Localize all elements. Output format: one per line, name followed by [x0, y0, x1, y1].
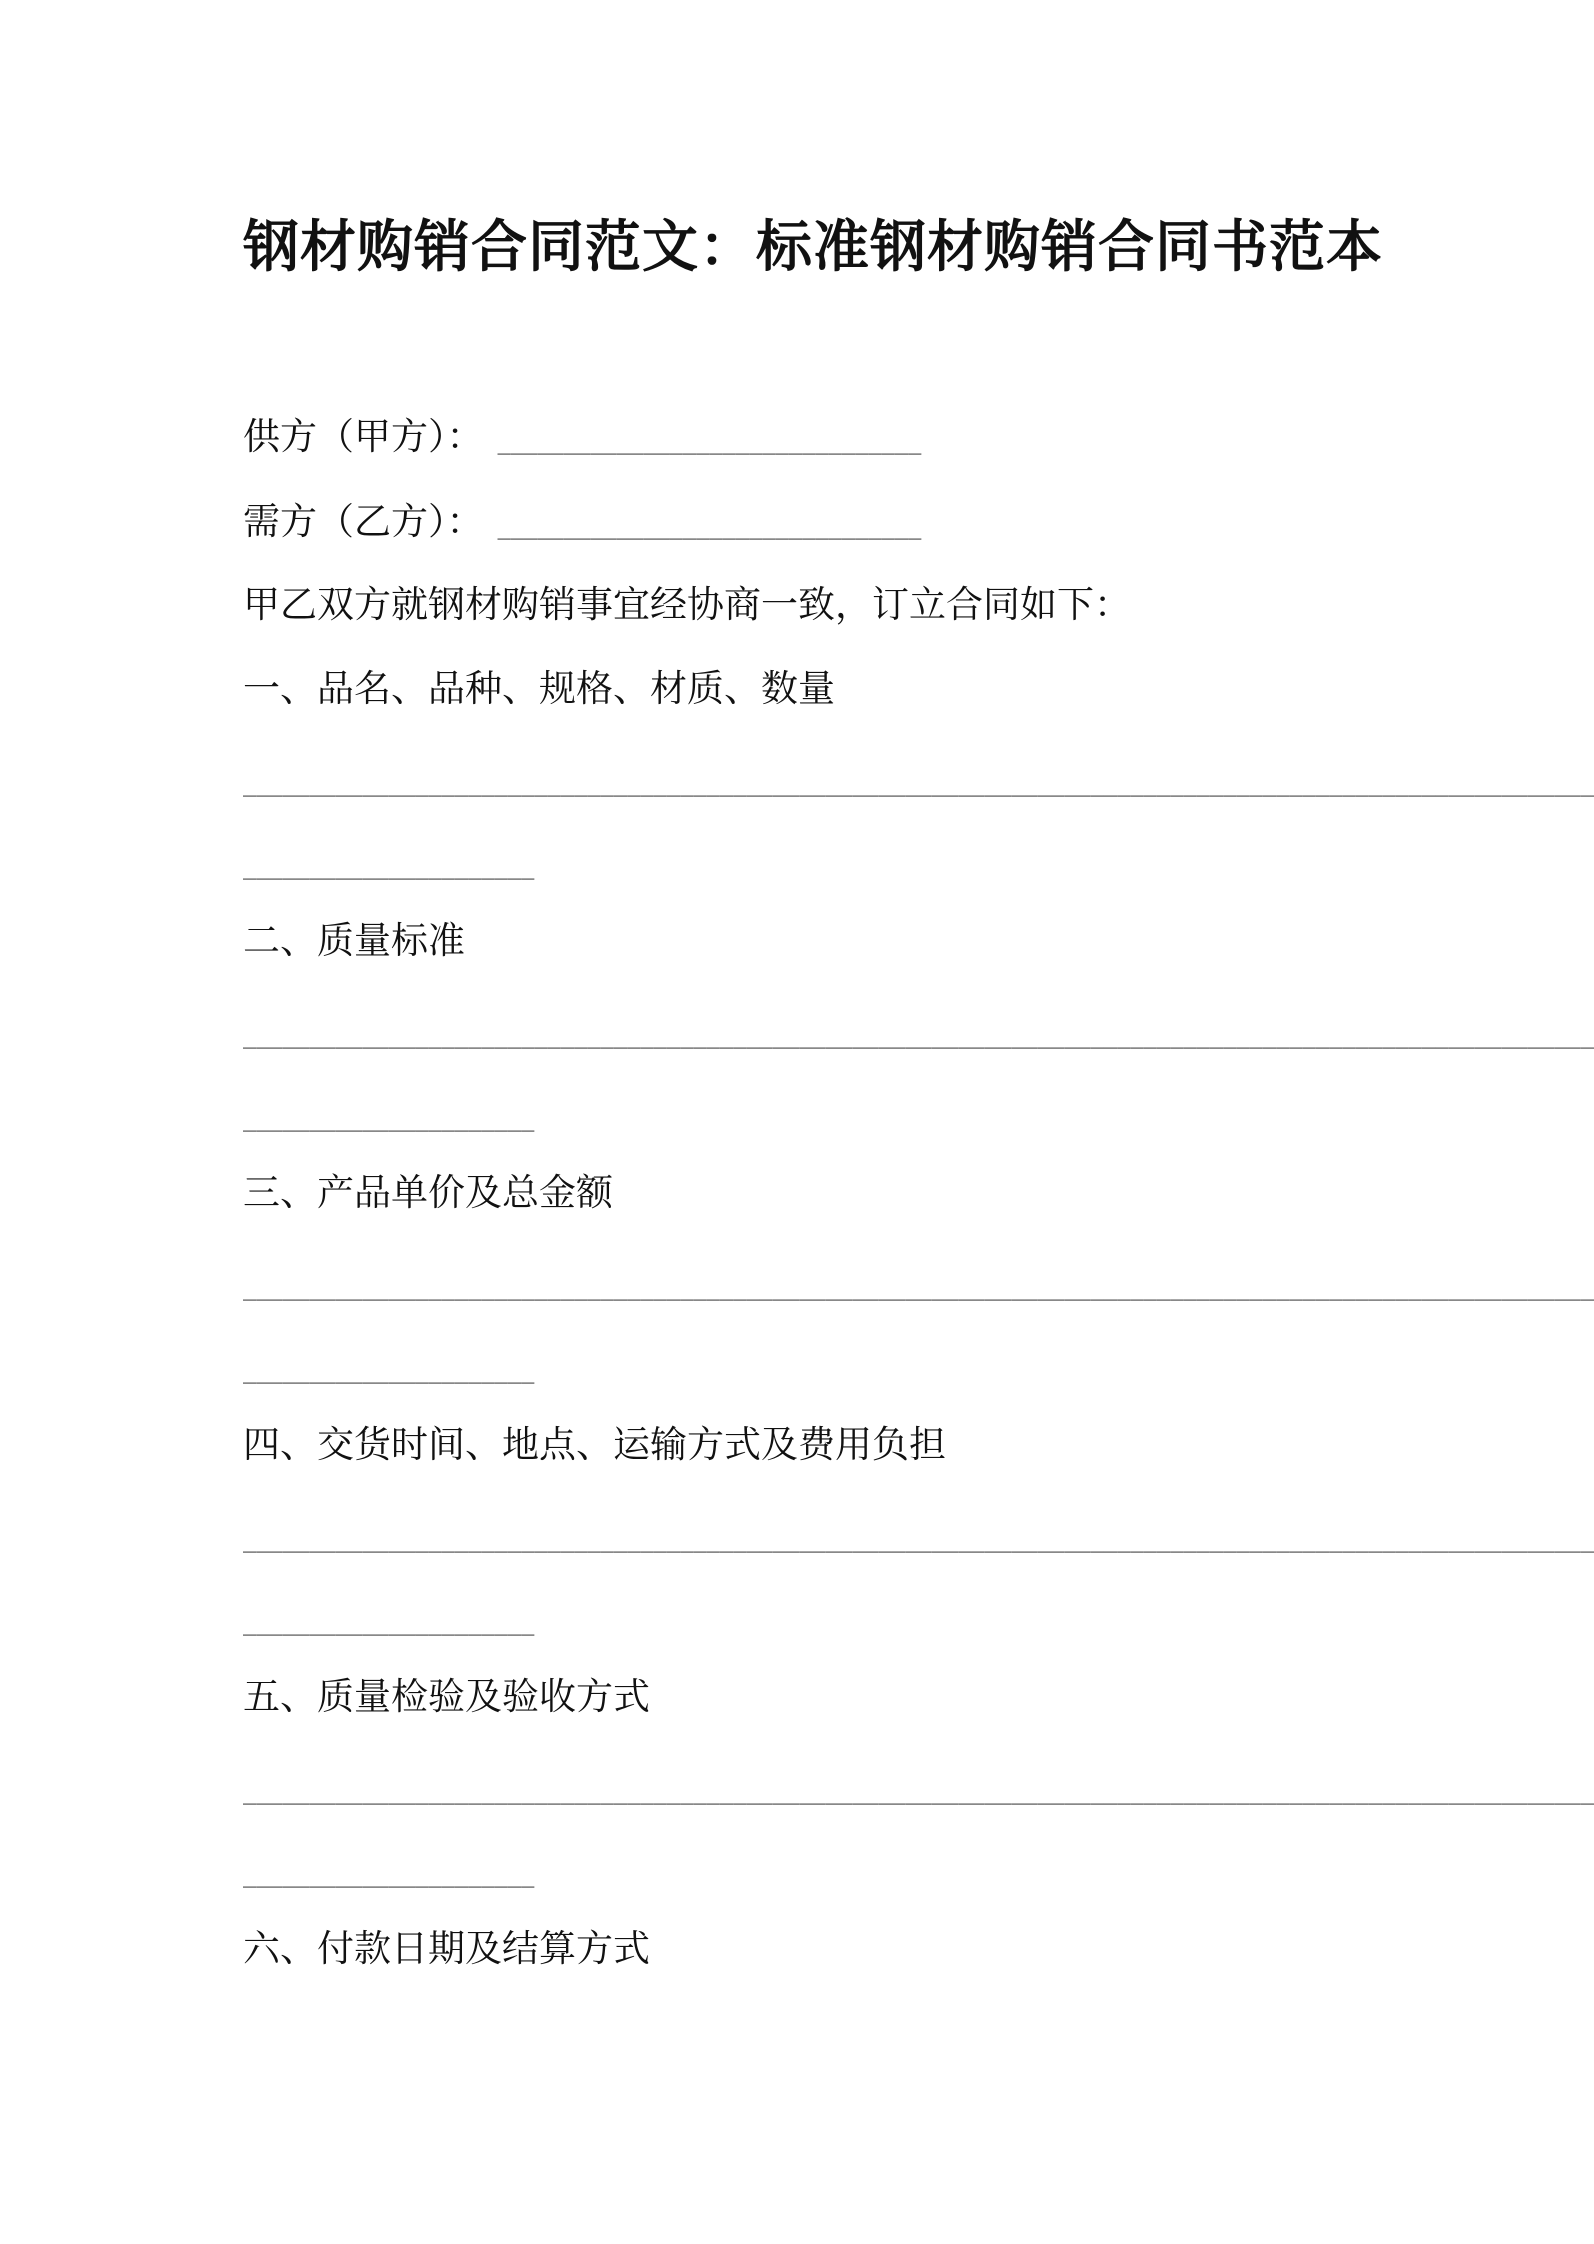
section-2-blank-line-2: ______________________ — [243, 1107, 535, 1132]
buyer-name-blank: ________________________________ — [497, 515, 922, 540]
buyer-label: 需方（乙方）： — [243, 500, 484, 543]
section-5-blank-line-2: ______________________ — [243, 1863, 535, 1888]
section-4-blank-line-1: ______________________________________________________________________________________________________ — [243, 1528, 1594, 1553]
supplier-label: 供方（甲方）： — [243, 415, 484, 458]
buyer-line — [243, 497, 921, 553]
section-heading-1: 一、品名、品种、规格、材质、数量 — [243, 667, 835, 710]
section-1-blank-line-2: ______________________ — [243, 855, 535, 880]
section-4-blank-line-2: ______________________ — [243, 1611, 535, 1636]
supplier-line — [243, 412, 921, 468]
section-3-blank-line-2: ______________________ — [243, 1359, 535, 1384]
intro-text: 甲乙双方就钢材购销事宜经协商一致，订立合同如下： — [243, 583, 1131, 626]
section-heading-3: 三、产品单价及总金额 — [243, 1171, 613, 1214]
section-1-blank-line-1: ______________________________________________________________________________________________________ — [243, 772, 1594, 797]
section-heading-5: 五、质量检验及验收方式 — [243, 1675, 650, 1718]
section-heading-6: 六、付款日期及结算方式 — [243, 1927, 650, 1970]
section-heading-4: 四、交货时间、地点、运输方式及费用负担 — [243, 1423, 946, 1466]
section-5-blank-line-1: ______________________________________________________________________________________________________ — [243, 1780, 1594, 1805]
document-title: 钢材购销合同范文：标准钢材购销合同书范本 — [243, 215, 1383, 280]
section-heading-2: 二、质量标准 — [243, 919, 465, 962]
section-3-blank-line-1: ______________________________________________________________________________________________________ — [243, 1276, 1594, 1301]
supplier-name-blank: ________________________________ — [497, 430, 922, 455]
section-2-blank-line-1: ______________________________________________________________________________________________________ — [243, 1024, 1594, 1049]
